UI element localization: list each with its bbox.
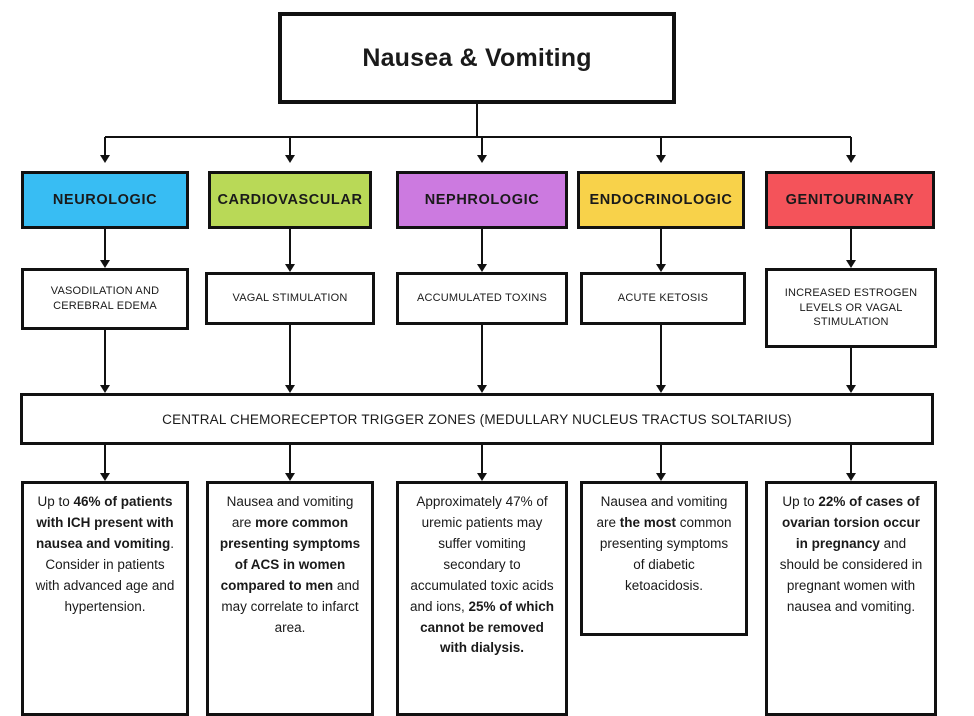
fact-node-genitourinary bbox=[765, 481, 937, 716]
connector-central-to-fact-4 bbox=[850, 445, 852, 473]
arrowhead-mechanism-0 bbox=[100, 260, 110, 268]
arrowhead-category-3 bbox=[656, 155, 666, 163]
mechanism-label: VAGAL STIMULATION bbox=[232, 292, 348, 305]
connector-mechanism-to-central-2 bbox=[481, 325, 483, 385]
category-label: NEUROLOGIC bbox=[52, 192, 158, 208]
central-node-ctz bbox=[20, 393, 934, 445]
category-node-endocrinologic bbox=[577, 171, 745, 229]
category-label: ENDOCRINOLOGIC bbox=[589, 192, 733, 208]
root-node-nausea-vomiting bbox=[278, 12, 676, 104]
arrowhead-mechanism-2 bbox=[477, 264, 487, 272]
connector-mechanism-to-central-1 bbox=[289, 325, 291, 385]
connector-mechanism-to-central-3 bbox=[660, 325, 662, 385]
mechanism-label: INCREASED ESTROGEN LEVELS OR VAGAL STIMULATION bbox=[784, 286, 918, 329]
connector-bus-to-category-0 bbox=[104, 137, 106, 155]
category-label: GENITOURINARY bbox=[785, 192, 915, 208]
connector-central-to-fact-2 bbox=[481, 445, 483, 473]
fact-text: Approximately 47% of uremic patients may suffer vomiting secondary to accumulated toxic acids and ions, 25% of which cannot be removed with dialysis. bbox=[409, 494, 555, 656]
mechanism-label: ACCUMULATED TOXINS bbox=[416, 292, 548, 305]
connector-category-to-mechanism-3 bbox=[660, 229, 662, 264]
category-label: CARDIOVASCULAR bbox=[217, 192, 363, 208]
mechanism-node-nephrologic bbox=[396, 272, 568, 325]
fact-text: Nausea and vomiting are more common presenting symptoms of ACS in women compared to men and may correlate to infarct area. bbox=[219, 494, 361, 635]
connector-central-to-fact-1 bbox=[289, 445, 291, 473]
connector-bus-to-category-4 bbox=[850, 137, 852, 155]
arrowhead-fact-3 bbox=[656, 473, 666, 481]
category-label: NEPHROLOGIC bbox=[424, 192, 540, 208]
central-node-label: CENTRAL CHEMORECEPTOR TRIGGER ZONES (MEDULLARY NUCLEUS TRACTUS SOLTARIUS) bbox=[162, 411, 792, 427]
arrowhead-central-0 bbox=[100, 385, 110, 393]
fact-node-neurologic bbox=[21, 481, 189, 716]
arrowhead-mechanism-4 bbox=[846, 260, 856, 268]
connector-bus-to-category-2 bbox=[481, 137, 483, 155]
connector-category-to-mechanism-1 bbox=[289, 229, 291, 264]
fact-text: Up to 22% of cases of ovarian torsion occur in pregnancy and should be considered in pregnant women with nausea and vomiting. bbox=[779, 494, 923, 614]
arrowhead-category-0 bbox=[100, 155, 110, 163]
fact-text: Up to 46% of patients with ICH present with nausea and vomiting. Consider in patients with advanced age and hypertension. bbox=[35, 494, 175, 614]
arrowhead-fact-2 bbox=[477, 473, 487, 481]
category-node-nephrologic bbox=[396, 171, 568, 229]
category-node-cardiovascular bbox=[208, 171, 372, 229]
arrowhead-category-1 bbox=[285, 155, 295, 163]
connector-central-to-fact-0 bbox=[104, 445, 106, 473]
arrowhead-category-2 bbox=[477, 155, 487, 163]
arrowhead-mechanism-1 bbox=[285, 264, 295, 272]
mechanism-label: VASODILATION AND CEREBRAL EDEMA bbox=[50, 285, 160, 312]
connector-category-to-mechanism-0 bbox=[104, 229, 106, 260]
connector-bus-to-category-3 bbox=[660, 137, 662, 155]
connector-root-stem bbox=[476, 104, 478, 137]
connector-category-to-mechanism-2 bbox=[481, 229, 483, 264]
connector-category-to-mechanism-4 bbox=[850, 229, 852, 260]
arrowhead-central-4 bbox=[846, 385, 856, 393]
connector-central-to-fact-3 bbox=[660, 445, 662, 473]
connector-mechanism-to-central-0 bbox=[104, 330, 106, 385]
arrowhead-mechanism-3 bbox=[656, 264, 666, 272]
mechanism-node-cardiovascular bbox=[205, 272, 375, 325]
category-node-neurologic bbox=[21, 171, 189, 229]
fact-node-cardiovascular bbox=[206, 481, 374, 716]
arrowhead-category-4 bbox=[846, 155, 856, 163]
connector-bus-to-category-1 bbox=[289, 137, 291, 155]
root-node-label: Nausea & Vomiting bbox=[362, 43, 592, 72]
mechanism-node-endocrinologic bbox=[580, 272, 746, 325]
fact-node-nephrologic bbox=[396, 481, 568, 716]
arrowhead-fact-4 bbox=[846, 473, 856, 481]
category-node-genitourinary bbox=[765, 171, 935, 229]
arrowhead-fact-0 bbox=[100, 473, 110, 481]
arrowhead-central-2 bbox=[477, 385, 487, 393]
arrowhead-fact-1 bbox=[285, 473, 295, 481]
mechanism-node-neurologic bbox=[21, 268, 189, 330]
fact-text: Nausea and vomiting are the most common presenting symptoms of diabetic ketoacidosis. bbox=[596, 494, 732, 593]
connector-mechanism-to-central-4 bbox=[850, 348, 852, 385]
mechanism-node-genitourinary bbox=[765, 268, 937, 348]
fact-node-endocrinologic bbox=[580, 481, 748, 636]
mechanism-label: ACUTE KETOSIS bbox=[617, 292, 709, 305]
arrowhead-central-3 bbox=[656, 385, 666, 393]
connector-distribution-bus bbox=[105, 136, 851, 138]
arrowhead-central-1 bbox=[285, 385, 295, 393]
